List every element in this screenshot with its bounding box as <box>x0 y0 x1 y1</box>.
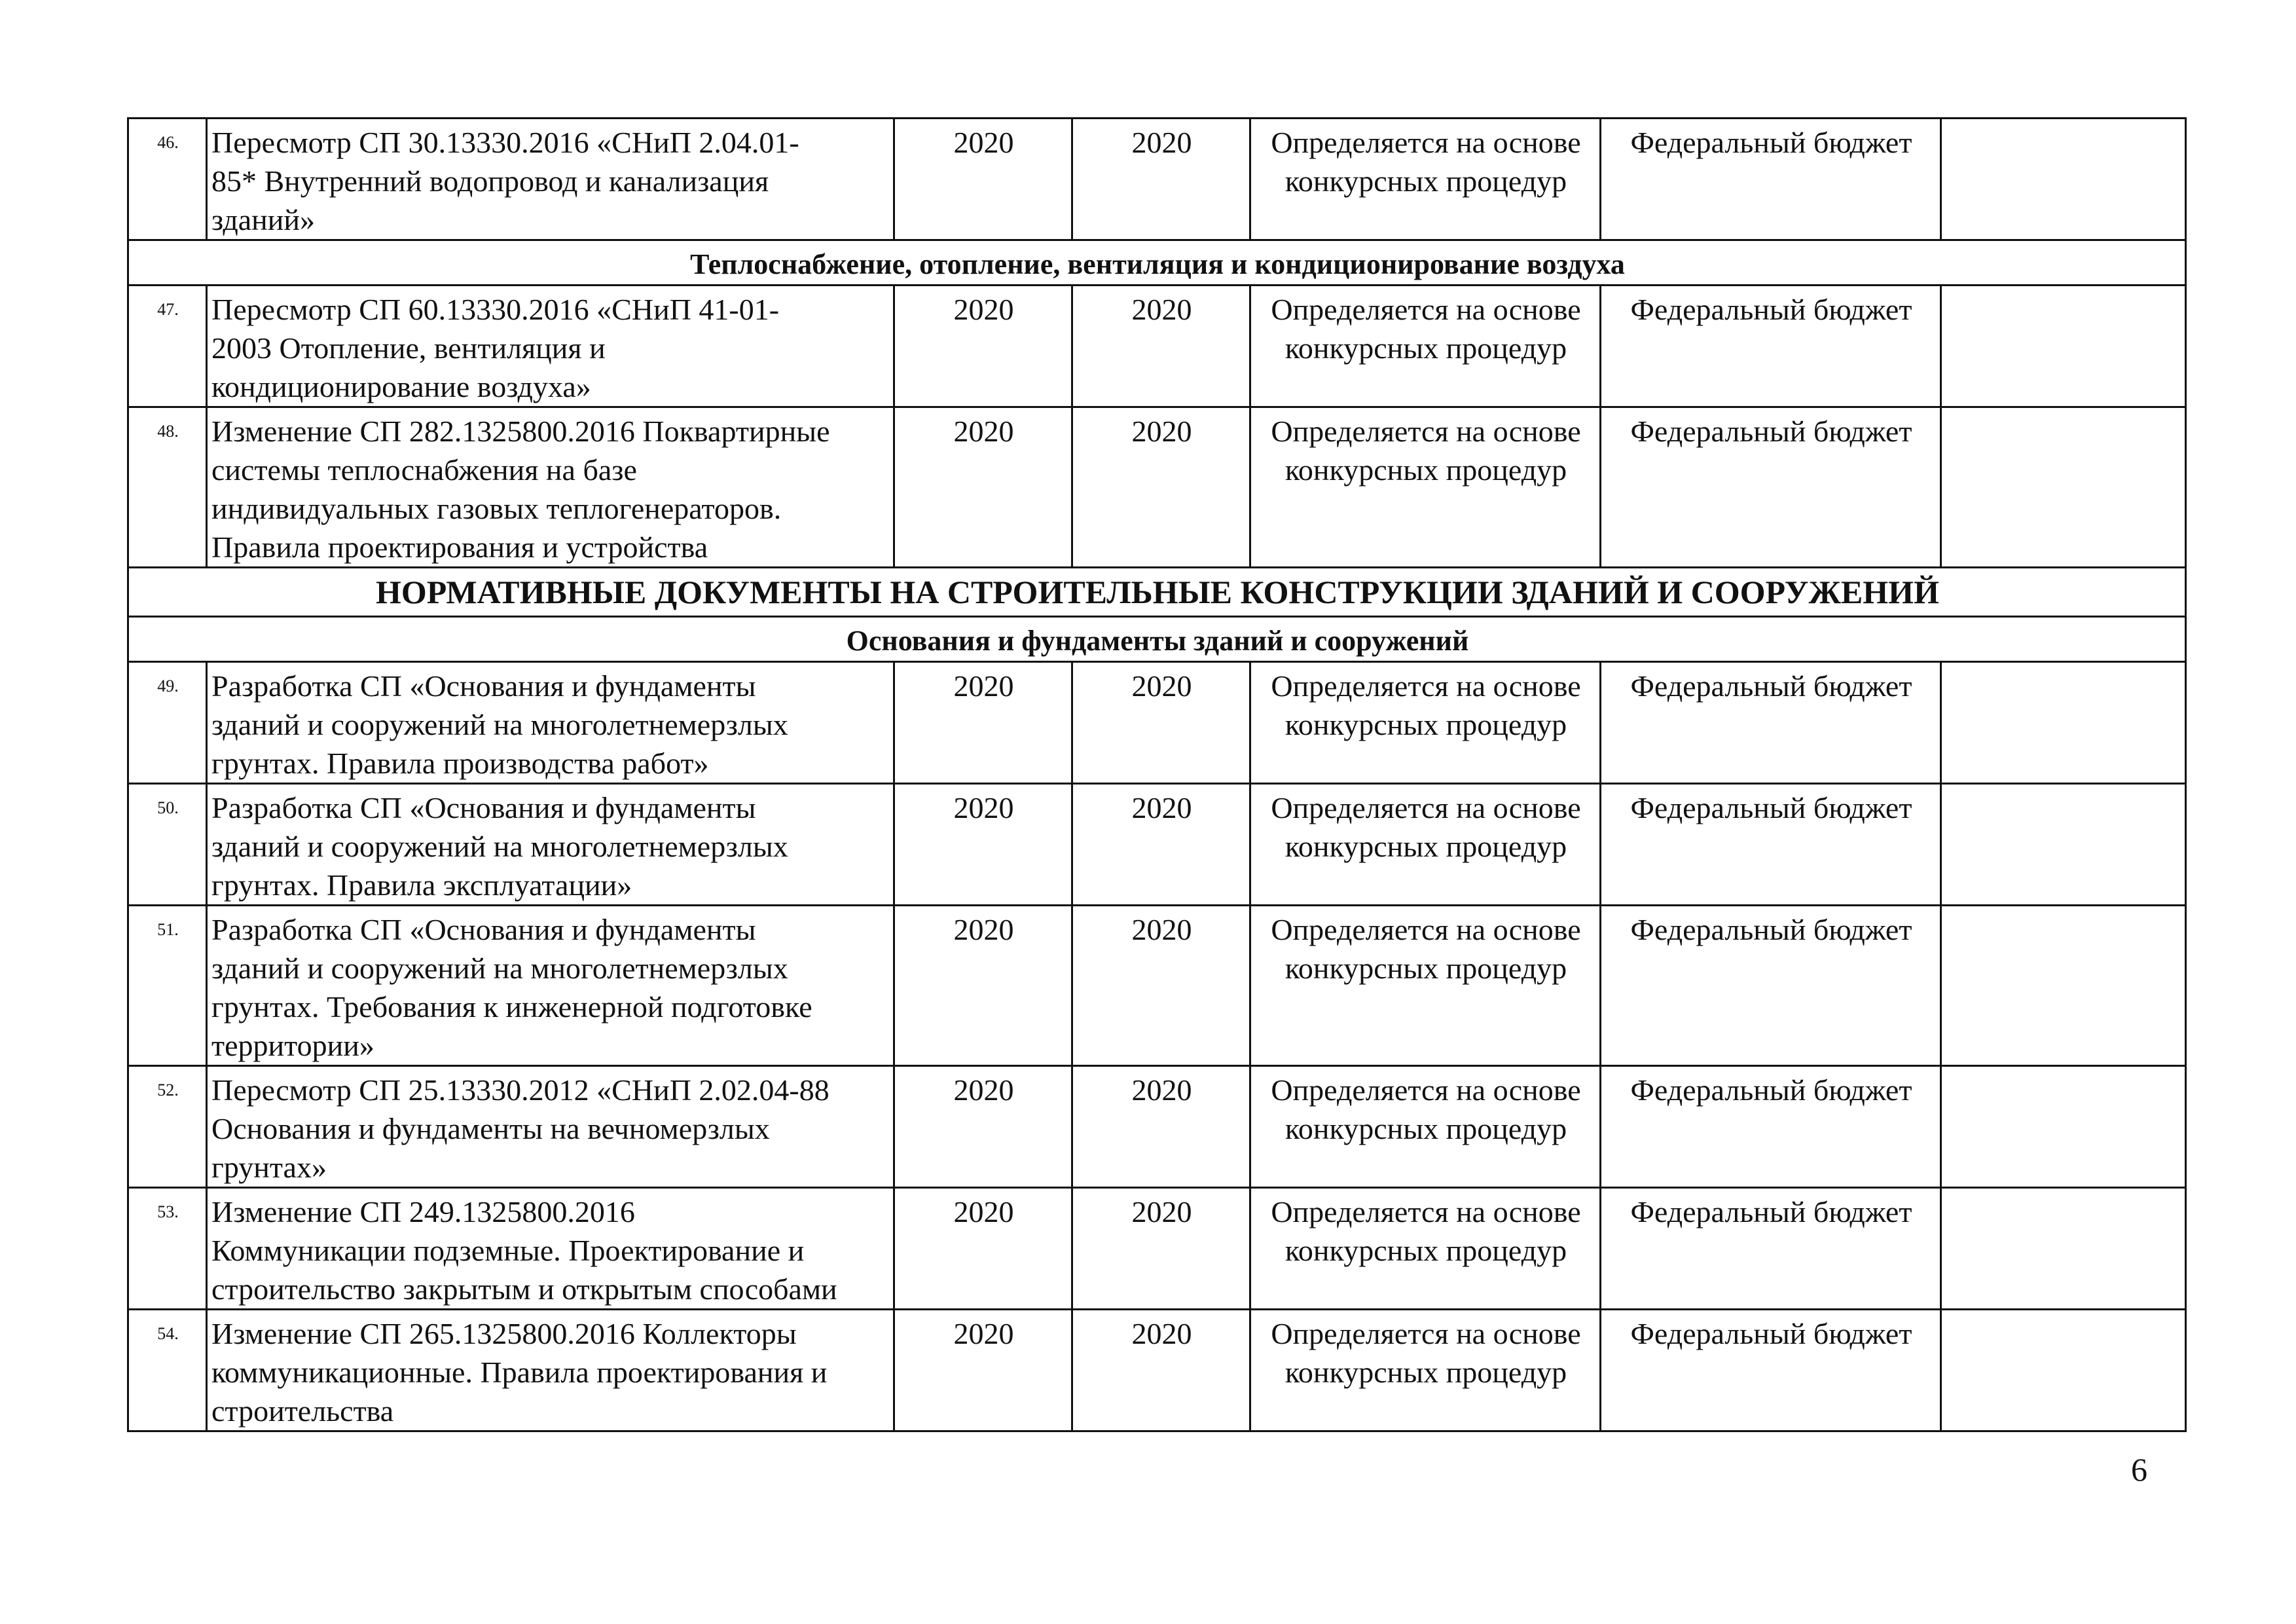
cost-method-line: конкурсных процедур <box>1285 1112 1567 1145</box>
cost-method <box>1250 407 1601 568</box>
start-year: 2020 <box>894 1310 1072 1431</box>
row-number: 49. <box>128 662 207 784</box>
cost-method-line: конкурсных процедур <box>1285 1234 1567 1267</box>
notes-cell <box>1941 1066 2186 1188</box>
end-year: 2020 <box>1072 906 1250 1066</box>
notes-cell <box>1941 286 2186 407</box>
document-name-line: 85* Внутренний водопровод и канализация <box>211 164 769 198</box>
document-name-line: Пересмотр СП 30.13330.2016 «СНиП 2.04.01- <box>211 126 799 159</box>
plan-table <box>127 117 2187 1432</box>
document-name <box>207 407 894 568</box>
document-name-line: зданий и сооружений на многолетнемерзлых <box>211 951 788 985</box>
row-number: 54. <box>128 1310 207 1431</box>
row-number: 46. <box>128 119 207 240</box>
cost-method <box>1250 1310 1601 1431</box>
document-name-line: Правила проектирования и устройства <box>211 530 708 564</box>
row-number: 53. <box>128 1188 207 1310</box>
document-name <box>207 662 894 784</box>
document-name-line: зданий и сооружений на многолетнемерзлых <box>211 708 788 741</box>
end-year: 2020 <box>1072 1188 1250 1310</box>
funding-source: Федеральный бюджет <box>1601 286 1941 407</box>
document-name-line: Разработка СП «Основания и фундаменты <box>211 913 756 946</box>
cost-method-line: конкурсных процедур <box>1285 331 1567 365</box>
table-row <box>128 286 2186 407</box>
document-name-line: кондиционирование воздуха» <box>211 370 591 403</box>
document-name <box>207 906 894 1066</box>
section-heading-row <box>128 240 2186 286</box>
cost-method-line: Определяется на основе <box>1271 1073 1581 1107</box>
table-row <box>128 1066 2186 1188</box>
document-name-line: системы теплоснабжения на базе <box>211 453 637 487</box>
cost-method <box>1250 1066 1601 1188</box>
document-name <box>207 1188 894 1310</box>
funding-source: Федеральный бюджет <box>1601 784 1941 906</box>
document-name <box>207 1066 894 1188</box>
document-name-line: Изменение СП 265.1325800.2016 Коллекторы <box>211 1317 797 1350</box>
document-name <box>207 286 894 407</box>
document-name-line: грунтах» <box>211 1151 327 1184</box>
table-row <box>128 906 2186 1066</box>
section-title: НОРМАТИВНЫЕ ДОКУМЕНТЫ НА СТРОИТЕЛЬНЫЕ КОНСТРУКЦИИ ЗДАНИЙ И СООРУЖЕНИЙ <box>128 568 2186 617</box>
cost-method-line: конкурсных процедур <box>1285 830 1567 863</box>
document-name-line: территории» <box>211 1029 374 1062</box>
cost-method-line: Определяется на основе <box>1271 669 1581 703</box>
row-number: 47. <box>128 286 207 407</box>
notes-cell <box>1941 906 2186 1066</box>
start-year: 2020 <box>894 662 1072 784</box>
document-name-line: индивидуальных газовых теплогенераторов. <box>211 492 782 525</box>
document-name-line: Разработка СП «Основания и фундаменты <box>211 791 756 824</box>
funding-source: Федеральный бюджет <box>1601 407 1941 568</box>
end-year: 2020 <box>1072 119 1250 240</box>
cost-method <box>1250 906 1601 1066</box>
page-number: 6 <box>2131 1451 2147 1488</box>
document-name <box>207 119 894 240</box>
cost-method <box>1250 1188 1601 1310</box>
cost-method-line: конкурсных процедур <box>1285 164 1567 198</box>
document-name-line: 2003 Отопление, вентиляция и <box>211 331 606 365</box>
document-name-line: грунтах. Требования к инженерной подготовке <box>211 990 812 1024</box>
cost-method-line: Определяется на основе <box>1271 126 1581 159</box>
end-year: 2020 <box>1072 1066 1250 1188</box>
start-year: 2020 <box>894 1066 1072 1188</box>
row-number: 50. <box>128 784 207 906</box>
start-year: 2020 <box>894 119 1072 240</box>
start-year: 2020 <box>894 407 1072 568</box>
cost-method-line: конкурсных процедур <box>1285 951 1567 985</box>
table-row <box>128 1310 2186 1431</box>
section-title: Основания и фундаменты зданий и сооружений <box>128 617 2186 662</box>
document-name-line: Основания и фундаменты на вечномерзлых <box>211 1112 770 1145</box>
document-name <box>207 1310 894 1431</box>
section-heading-row <box>128 617 2186 662</box>
end-year: 2020 <box>1072 1310 1250 1431</box>
cost-method <box>1250 662 1601 784</box>
notes-cell <box>1941 407 2186 568</box>
document-name-line: Пересмотр СП 60.13330.2016 «СНиП 41-01- <box>211 293 780 326</box>
funding-source: Федеральный бюджет <box>1601 906 1941 1066</box>
cost-method <box>1250 286 1601 407</box>
document-name-line: зданий и сооружений на многолетнемерзлых <box>211 830 788 863</box>
start-year: 2020 <box>894 784 1072 906</box>
cost-method-line: конкурсных процедур <box>1285 1356 1567 1389</box>
funding-source: Федеральный бюджет <box>1601 662 1941 784</box>
start-year: 2020 <box>894 1188 1072 1310</box>
end-year: 2020 <box>1072 407 1250 568</box>
start-year: 2020 <box>894 286 1072 407</box>
row-number: 48. <box>128 407 207 568</box>
funding-source: Федеральный бюджет <box>1601 1066 1941 1188</box>
cost-method-line: Определяется на основе <box>1271 791 1581 824</box>
document-name-line: грунтах. Правила производства работ» <box>211 747 709 780</box>
table-row <box>128 662 2186 784</box>
table-row <box>128 784 2186 906</box>
cost-method-line: Определяется на основе <box>1271 415 1581 448</box>
cost-method-line: Определяется на основе <box>1271 913 1581 946</box>
document-name-line: Разработка СП «Основания и фундаменты <box>211 669 756 703</box>
cost-method-line: Определяется на основе <box>1271 1195 1581 1228</box>
funding-source: Федеральный бюджет <box>1601 1188 1941 1310</box>
section-title: Теплоснабжение, отопление, вентиляция и кондиционирование воздуха <box>128 240 2186 286</box>
cost-method-line: конкурсных процедур <box>1285 453 1567 487</box>
end-year: 2020 <box>1072 286 1250 407</box>
document-name-line: Изменение СП 249.1325800.2016 <box>211 1195 635 1228</box>
row-number: 51. <box>128 906 207 1066</box>
notes-cell <box>1941 1310 2186 1431</box>
table-row <box>128 1188 2186 1310</box>
cost-method <box>1250 119 1601 240</box>
start-year: 2020 <box>894 906 1072 1066</box>
document-name-line: зданий» <box>211 203 316 236</box>
notes-cell <box>1941 662 2186 784</box>
section-heading-row <box>128 568 2186 617</box>
table-row <box>128 119 2186 240</box>
notes-cell <box>1941 1188 2186 1310</box>
cost-method-line: Определяется на основе <box>1271 293 1581 326</box>
funding-source: Федеральный бюджет <box>1601 1310 1941 1431</box>
plan-table-body <box>128 119 2186 1431</box>
document-name-line: грунтах. Правила эксплуатации» <box>211 868 632 902</box>
cost-method-line: Определяется на основе <box>1271 1317 1581 1350</box>
cost-method <box>1250 784 1601 906</box>
notes-cell <box>1941 784 2186 906</box>
row-number: 52. <box>128 1066 207 1188</box>
funding-source: Федеральный бюджет <box>1601 119 1941 240</box>
document-name-line: коммуникационные. Правила проектирования и <box>211 1356 828 1389</box>
document-name-line: Коммуникации подземные. Проектирование и <box>211 1234 805 1267</box>
document-name <box>207 784 894 906</box>
end-year: 2020 <box>1072 662 1250 784</box>
document-name-line: Изменение СП 282.1325800.2016 Поквартирные <box>211 415 830 448</box>
cost-method-line: конкурсных процедур <box>1285 708 1567 741</box>
end-year: 2020 <box>1072 784 1250 906</box>
notes-cell <box>1941 119 2186 240</box>
document-name-line: строительство закрытым и открытым способами <box>211 1272 837 1306</box>
document-name-line: Пересмотр СП 25.13330.2012 «СНиП 2.02.04-88 <box>211 1073 829 1107</box>
document-name-line: строительства <box>211 1394 394 1428</box>
table-row <box>128 407 2186 568</box>
